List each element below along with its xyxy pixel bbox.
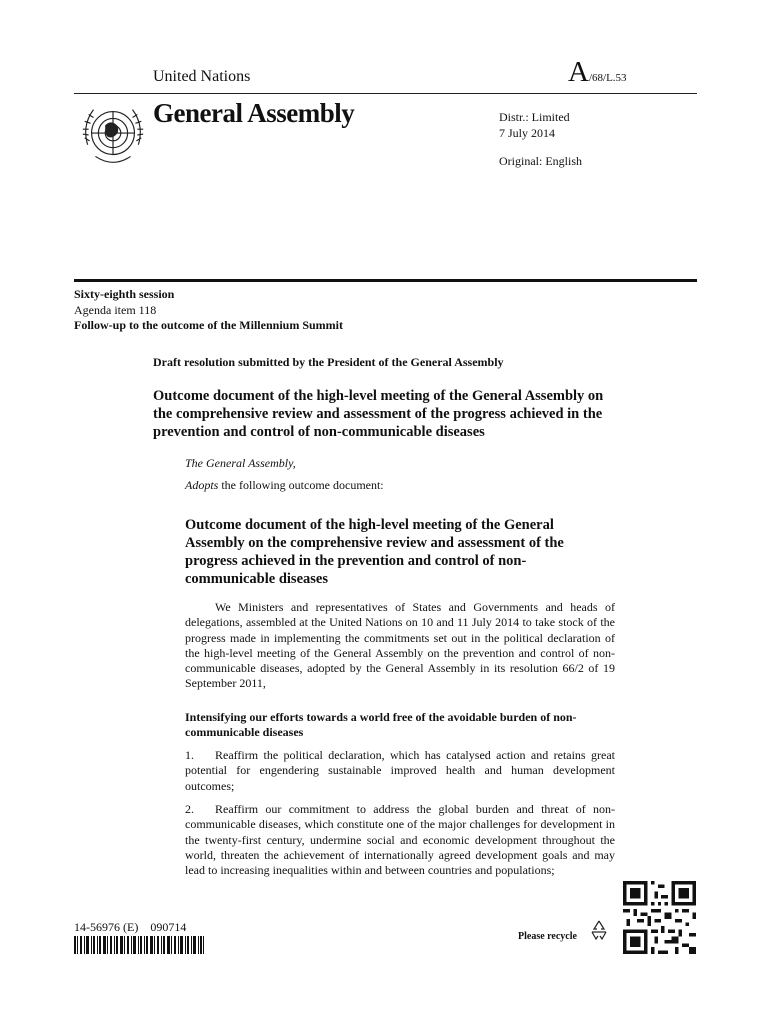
annex-title: Outcome document of the high-level meeting of the General Assembly on the comprehensive review and assessment of the progress achieved in the prevention and control of non-communicable diseases [185,517,564,587]
general-assembly-preamble: The General Assembly, [185,456,296,470]
session-name: Sixty-eighth session [74,287,175,301]
recycle-icon [587,918,611,942]
adopts-line [185,478,384,493]
symbol-rest: /68/L.53 [588,72,627,84]
adopts-rest: the following outcome document: [218,478,384,492]
paragraph-number: 2. [185,802,194,816]
paragraph-text: Reaffirm the political declaration, which has catalysed action and retains great potential for engendering sustainable improved health and human development outcomes; [185,748,615,793]
agenda-item: Agenda item 118 [74,302,157,317]
paragraph-number: 1. [185,748,194,762]
barcode-icon [74,936,204,954]
section-subheading: Intensifying our efforts towards a world free of the avoidable burden of non-communicable diseases [185,710,577,739]
paragraph-text: Reaffirm our commitment to address the global burden and threat of non-communicable diseases, which constitute one of the major challenges for development in the twenty-first century, undermine social and economic development throughout the world, threaten the achievement of internationally agreed development goals and may lead to increasing inequalities within and between countries and populations; [185,802,615,878]
paragraph-2 [185,802,615,878]
intro-paragraph: We Ministers and representatives of States and Governments and heads of delegations, assembled at the United Nations on 10 and 11 July 2014 to take stock of the progress made in implementing the commitments set out in the political declaration of the high-level meeting of the General Assembly on the prevention and control of non-communicable diseases, adopted by the General Assembly in its resolution 66/2 of 19 September 2011, [185,600,615,691]
section-rule [74,279,697,282]
distribution: Distr.: Limited [499,110,570,124]
adopts-word: Adopts [185,478,219,492]
qr-code-icon [623,881,696,954]
document-code: 14-56976 (E) 090714 [74,920,187,934]
document-title: Outcome document of the high-level meeting of the General Assembly on the comprehensive review and assessment of the progress achieved in the prevention and control of non-communicable diseases [153,388,604,440]
header-rule [74,93,697,94]
issue-date: 7 July 2014 [499,126,556,140]
distribution-block [499,109,570,141]
un-emblem-icon [74,96,152,174]
agenda-topic: Follow-up to the outcome of the Millennium Summit [74,318,343,332]
paragraph-1 [185,748,615,794]
please-recycle-label: Please recycle [518,931,577,942]
document-symbol [568,58,627,87]
general-assembly-title: General Assembly [153,98,355,128]
session-block [74,287,343,334]
org-name: United Nations [153,68,251,85]
symbol-prefix: A [568,56,589,88]
draft-resolution-line: Draft resolution submitted by the President of the General Assembly [153,355,504,369]
original-language: Original: English [499,154,582,168]
